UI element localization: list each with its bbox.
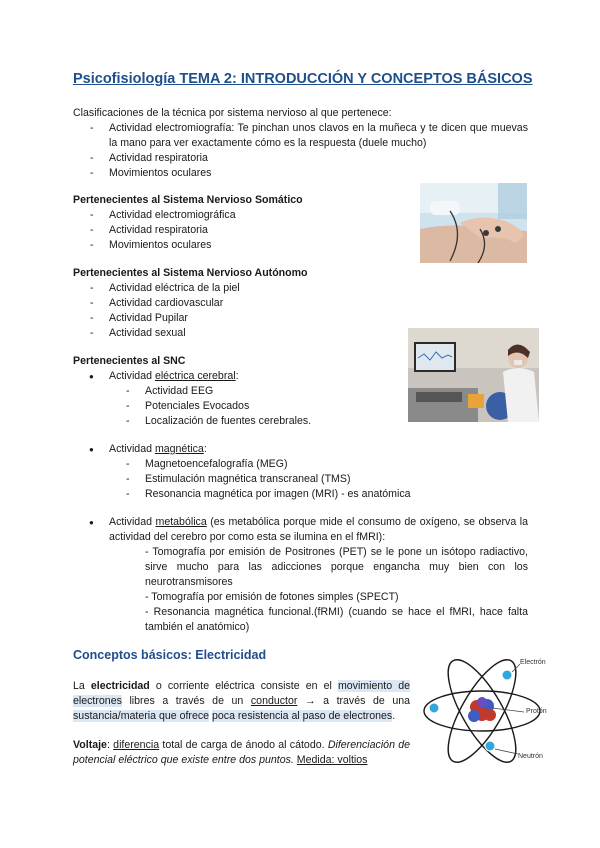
- term-electrica: eléctrica cerebral: [154, 370, 236, 382]
- somatico-list: [73, 208, 403, 253]
- voltaje-paragraph: [73, 738, 410, 768]
- section-heading-electricidad: Conceptos básicos: Electricidad: [73, 648, 267, 662]
- snc-heading: Pertenecientes al SNC: [73, 355, 186, 367]
- term-diferencia: diferencia: [113, 739, 160, 751]
- magnetica-list: [109, 457, 528, 502]
- list-item: - Estimulación magnética transcraneal (TMS): [109, 472, 528, 487]
- snc-magnetica-section: [73, 442, 528, 502]
- term-electricidad: electricidad: [90, 680, 150, 692]
- snc-section: [73, 354, 528, 429]
- highlight-resistencia: poca resistencia al paso de electrones: [211, 710, 393, 722]
- intro-list: [73, 121, 528, 181]
- term-medida: Medida: voltios: [296, 754, 368, 766]
- list-item: - Actividad respiratoria: [73, 151, 528, 166]
- metabolica-list: [73, 545, 528, 635]
- autonomo-list: [73, 281, 403, 341]
- term-magnetica: magnética: [154, 443, 204, 455]
- list-item: - Localización de fuentes cerebrales.: [109, 414, 528, 429]
- text-run: libres a través de un: [121, 695, 251, 707]
- autonomo-section: [73, 266, 403, 341]
- list-item: - Actividad electromiografía: Te pinchan unos clavos en la muñeca y te dicen que muevas la mano para ver exactamente cómo es la respuesta (duele mucho): [73, 121, 528, 151]
- bullet-prefix: Actividad: [109, 443, 155, 455]
- nucleus-icon: [468, 697, 496, 722]
- snc-metabolica-item: [73, 515, 528, 545]
- list-item: - Resonancia magnética funcional.(fRMI) (cuando se hace el fMRI, hace falta también el anatómico): [145, 606, 528, 633]
- snc-electrica-item: [73, 369, 528, 384]
- electricidad-paragraph: [73, 679, 410, 724]
- label-proton: Protón: [526, 708, 547, 715]
- electron-icon: [429, 670, 512, 751]
- term-conductor: conductor: [250, 695, 298, 707]
- text-run: → a través de una: [297, 695, 410, 707]
- snc-magnetica-item: [73, 442, 528, 457]
- bullet-prefix: Actividad: [109, 370, 155, 382]
- italic-definition: Diferenciación de potencial eléctrico que existe entre dos puntos.: [73, 739, 411, 766]
- list-item: - Tomografía por emisión de Positrones (PET) se le pone un isótopo radiactivo, sirve mucho para las adicciones porque engancha muy bien con los neurotransmisores: [145, 546, 528, 588]
- list-item: - Movimientos oculares: [73, 238, 403, 253]
- bullet-prefix: Actividad: [109, 516, 156, 528]
- term-metabolica: metabólica: [155, 516, 207, 528]
- text-run: .: [392, 710, 396, 722]
- list-item: - Actividad electromiográfica: [73, 208, 403, 223]
- list-item: - Movimientos oculares: [73, 166, 528, 181]
- label-neutron: Neutrón: [518, 753, 543, 760]
- electrica-list: [109, 384, 528, 429]
- highlight-sustancia: sustancia/materia que ofrece: [73, 710, 210, 722]
- highlight-movimiento: movimiento de electrones: [73, 680, 410, 707]
- snc-metabolica-section: [73, 515, 528, 635]
- emg-hand-photo: [420, 183, 527, 263]
- list-item: - Actividad sexual: [73, 326, 403, 341]
- intro-text: Clasificaciones de la técnica por sistema nervioso al que pertenece:: [73, 107, 392, 119]
- list-item: - Actividad Pupilar: [73, 311, 403, 326]
- somatico-heading: Pertenecientes al Sistema Nervioso Somático: [73, 194, 303, 206]
- autonomo-heading: Pertenecientes al Sistema Nervioso Autónomo: [73, 267, 308, 279]
- list-item: - Actividad EEG: [109, 384, 528, 399]
- text-run: La: [73, 680, 91, 692]
- text-run: o corriente eléctrica consiste en el: [149, 680, 338, 692]
- bullet-suffix: :: [235, 370, 239, 382]
- emg-hand-image: [420, 183, 527, 263]
- text-run: :: [106, 739, 114, 751]
- atom-diagram: [420, 650, 552, 772]
- term-voltaje: Voltaje: [73, 739, 107, 751]
- bullet-suffix: (es metabólica porque mide el consumo de oxígeno, se observa la actividad del cerebro por como esta se ilumina en el fMRI):: [109, 516, 528, 543]
- list-item: - Potenciales Evocados: [109, 399, 528, 414]
- intro-section: [73, 106, 528, 181]
- list-item: - Magnetoencefalografía (MEG): [109, 457, 528, 472]
- atom-icon: [420, 650, 552, 772]
- list-item: - Actividad cardiovascular: [73, 296, 403, 311]
- bullet-suffix: :: [203, 443, 207, 455]
- list-item: - Actividad eléctrica de la piel: [73, 281, 403, 296]
- list-item: - Resonancia magnética por imagen (MRI) - es anatómica: [109, 487, 528, 502]
- list-item: - Actividad respiratoria: [73, 223, 403, 238]
- label-electron: Electrón: [520, 659, 546, 666]
- text-run: total de carga de ánodo al cátodo.: [159, 739, 328, 751]
- list-item: - Tomografía por emisión de fotones simples (SPECT): [145, 591, 399, 603]
- somatico-section: [73, 193, 403, 253]
- page-title: Psicofisiología TEMA 2: INTRODUCCIÓN Y CONCEPTOS BÁSICOS: [73, 71, 533, 87]
